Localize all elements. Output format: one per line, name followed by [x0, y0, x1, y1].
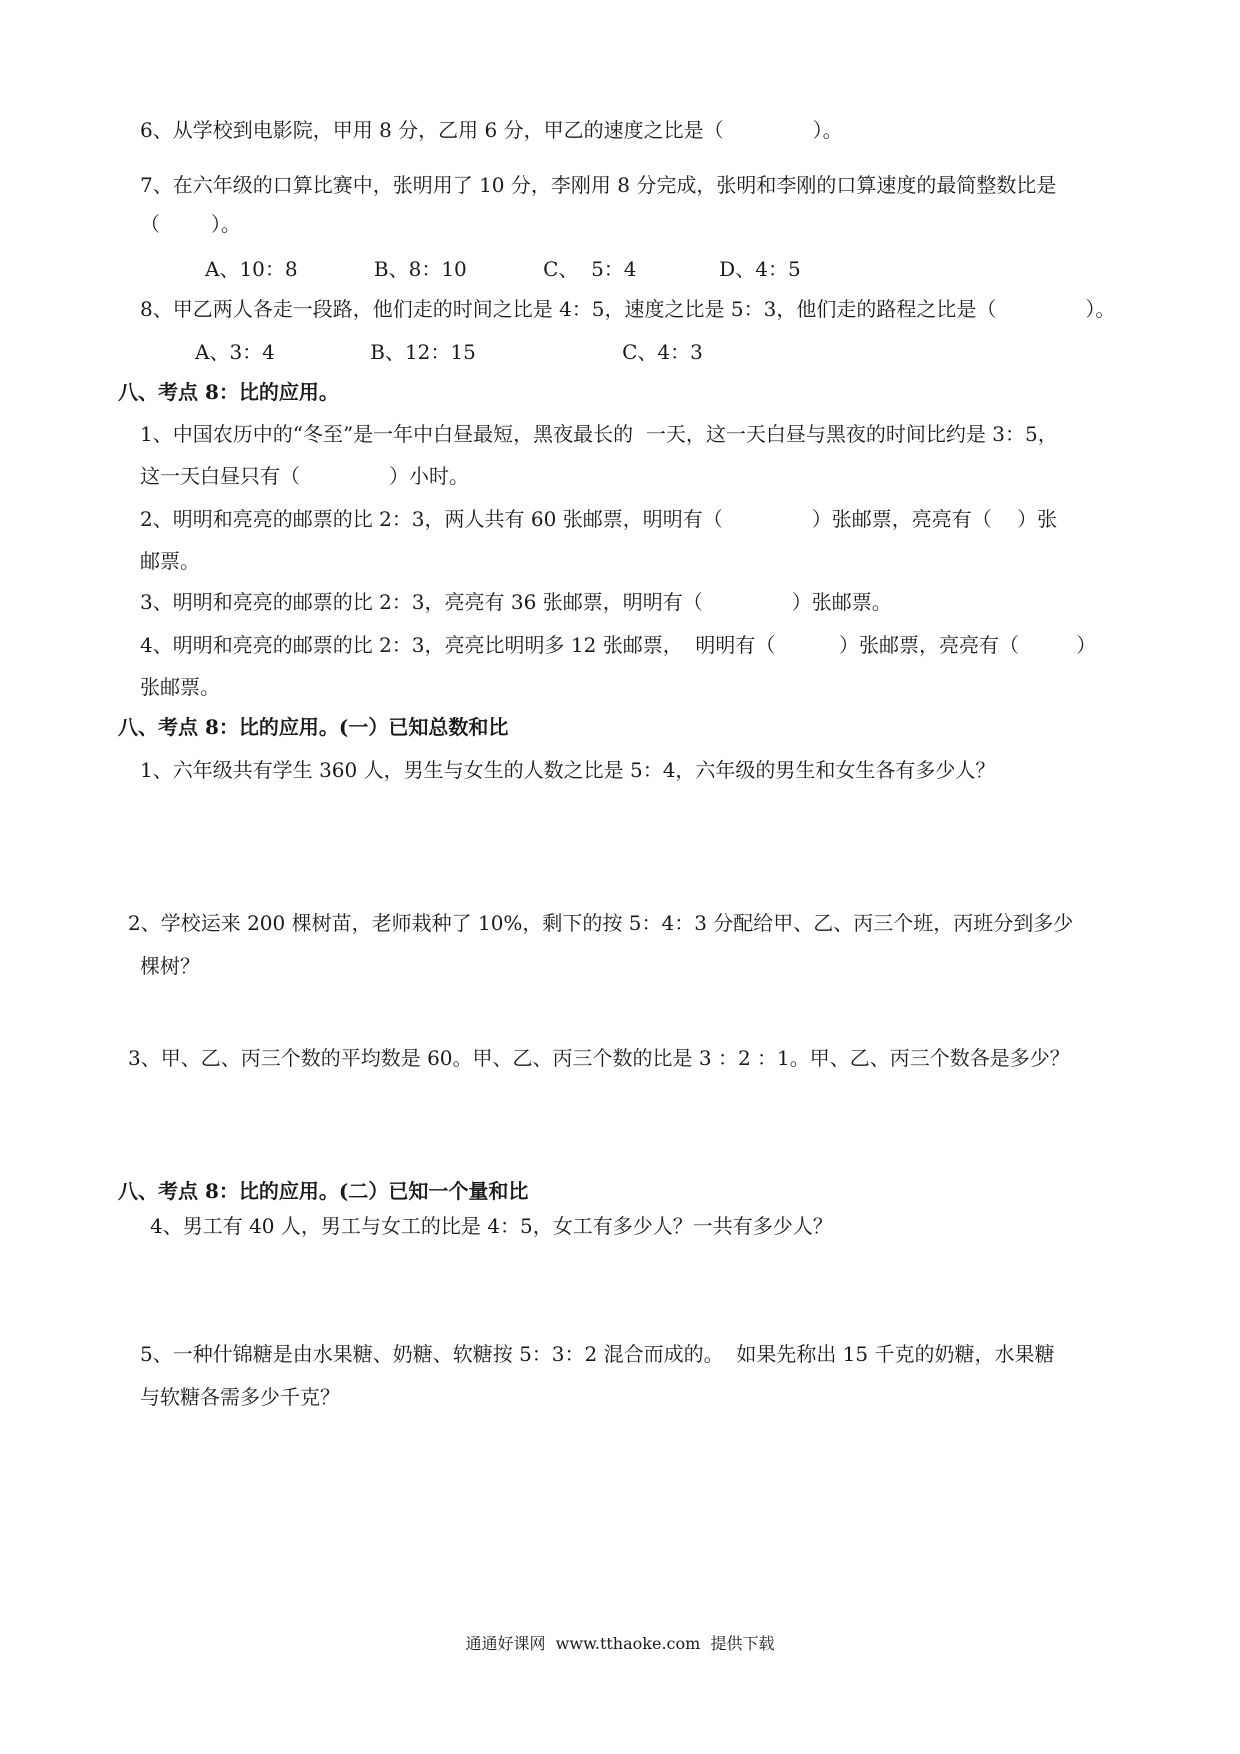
question-2-b: 2、学校运来 200 棵树苗，老师栽种了 10%，剩下的按 5：4：3 分配给甲、乙、丙三个班，丙班分到多少 [128, 911, 1074, 935]
question-4-b: 4、男工有 40 人，男工与女工的比是 4：5，女工有多少人？一共有多少人？ [150, 1214, 833, 1238]
question-4: 4、明明和亮亮的邮票的比 2：3，亮亮比明明多 12 张邮票， 明明有（ ）张邮票，亮亮有（ ） [140, 633, 1097, 657]
question-2-b-cont: 棵树？ [140, 954, 200, 978]
section-heading-3: 八、考点 8：比的应用。(二）已知一个量和比 [118, 1179, 529, 1203]
question-3-b: 3、甲、乙、丙三个数的平均数是 60。甲、乙、丙三个数的比是 3 ：2 ：1。甲、乙、丙三个数各是多少？ [128, 1046, 1070, 1070]
question-4-cont: 张邮票。 [140, 675, 220, 699]
question-7-options: A、10：8 B、8：10 C、 5：4 D、4：5 [205, 257, 801, 281]
footer-credit: 通通好课网 www.tthaoke.com 提供下载 [465, 1634, 775, 1653]
section-heading-1: 八、考点 8：比的应用。 [118, 380, 339, 404]
question-5-b: 5、一种什锦糖是由水果糖、奶糖、软糖按 5：3：2 混合而成的。 如果先称出 15 千克的奶糖，水果糖 [140, 1342, 1055, 1366]
question-7: 7、在六年级的口算比赛中，张明用了 10 分，李刚用 8 分完成，张明和李刚的口算速度的最简整数比是 [140, 173, 1057, 197]
question-1-b: 1、六年级共有学生 360 人，男生与女生的人数之比是 5：4，六年级的男生和女生各有多少人？ [140, 758, 996, 782]
question-1-cont: 这一天白昼只有（ ）小时。 [140, 464, 470, 488]
question-7-blank: （ ）。 [140, 212, 241, 236]
question-2-cont: 邮票。 [140, 549, 200, 573]
question-6: 6、从学校到电影院，甲用 8 分，乙用 6 分，甲乙的速度之比是（ ）。 [140, 118, 843, 142]
question-2: 2、明明和亮亮的邮票的比 2：3，两人共有 60 张邮票，明明有（ ）张邮票，亮亮有（ ）张 [140, 507, 1058, 531]
section-heading-2: 八、考点 8：比的应用。(一）已知总数和比 [118, 715, 509, 739]
question-8: 8、甲乙两人各走一段路，他们走的时间之比是 4：5，速度之比是 5：3，他们走的路程之比是（ ）。 [140, 297, 1116, 321]
question-8-options: A、3：4 B、12：15 C、4：3 [195, 340, 703, 364]
question-5-b-cont: 与软糖各需多少千克？ [140, 1385, 340, 1409]
question-3: 3、明明和亮亮的邮票的比 2：3，亮亮有 36 张邮票，明明有（ ）张邮票。 [140, 590, 892, 614]
question-1: 1、中国农历中的“冬至”是一年中白昼最短，黑夜最长的 一天，这一天白昼与黑夜的时间比约是 3：5， [140, 422, 1058, 446]
